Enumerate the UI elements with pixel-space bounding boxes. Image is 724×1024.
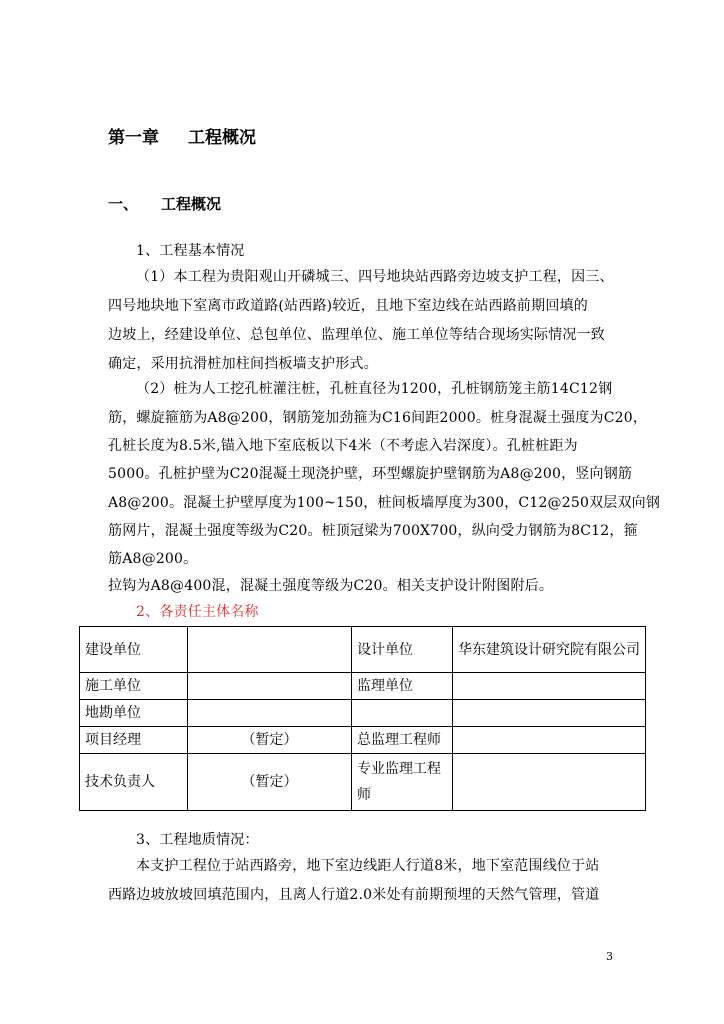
table-row	[80, 700, 646, 727]
table-cell: （暂定）	[188, 754, 352, 811]
table-cell: 专业监理工程师	[352, 754, 453, 811]
chapter-name: 工程概况	[188, 128, 256, 148]
table-cell: （暂定）	[188, 727, 352, 754]
table-cell: 施工单位	[80, 673, 188, 700]
paragraph-line: 筋，螺旋箍筋为A8@200，钢筋笼加劲箍为C16间距2000。桩身混凝土强度为C20，	[108, 410, 648, 426]
table-cell	[453, 700, 646, 727]
table-cell	[453, 673, 646, 700]
table-cell	[188, 627, 352, 673]
table-cell	[188, 700, 352, 727]
subheading-basic-info: 1、工程基本情况	[136, 243, 245, 259]
table-cell: 华东建筑设计研究院有限公司	[453, 627, 646, 673]
paragraph-line: 边坡上，经建设单位、总包单位、监理单位、施工单位等结合现场实际情况一致	[108, 327, 605, 343]
table-cell: 监理单位	[352, 673, 453, 700]
table-cell	[453, 754, 646, 811]
section-name: 工程概况	[161, 195, 222, 213]
chapter-number: 第一章	[108, 128, 159, 148]
paragraph-line: 拉钩为A8@400混，混凝土强度等级为C20。相关支护设计附图附后。	[108, 578, 554, 594]
table-cell: 总监理工程师	[352, 727, 453, 754]
paragraph-line: A8@200。混凝土护壁厚度为100~150，桩间板墙厚度为300，C12@250双层双向钢	[108, 495, 661, 511]
paragraph-line: 本支护工程位于站西路旁，地下室边线距人行道8米，地下室范围线位于站	[136, 858, 600, 874]
table-cell	[453, 727, 646, 754]
paragraph-line: 孔桩长度为8.5米,锚入地下室底板以下4米（不考虑入岩深度）。孔桩桩距为	[108, 438, 578, 454]
table-row	[80, 673, 646, 700]
section-number: 一、	[108, 195, 139, 213]
responsible-parties-table	[79, 626, 646, 811]
paragraph-line: 筋网片，混凝土强度等级为C20。桩顶冠梁为700X700，纵向受力钢筋为8C12，箍	[108, 523, 638, 539]
table-cell: 设计单位	[352, 627, 453, 673]
table-cell: 技术负责人	[80, 754, 188, 811]
paragraph-line: 筋A8@200。	[108, 551, 198, 567]
paragraph-line: 确定，采用抗滑桩加柱间挡板墙支护形式。	[108, 356, 378, 372]
subheading-geology: 3、工程地质情况：	[136, 832, 259, 848]
paragraph-line: 西路边坡放坡回填范围内，且离人行道2.0米处有前期预埋的天然气管理，管道	[108, 887, 600, 903]
table-cell	[188, 673, 352, 700]
table-cell: 地勘单位	[80, 700, 188, 727]
table-cell: 建设单位	[80, 627, 188, 673]
table-cell	[352, 700, 453, 727]
paragraph-line: 5000。孔桩护壁为C20混凝土现浇护壁，环型螺旋护壁钢筋为A8@200，竖向钢筋	[108, 466, 633, 482]
paragraph-line: 四号地块地下室离市政道路(站西路)较近，且地下室边线在站西路前期回填的	[108, 298, 588, 314]
page-number: 3	[606, 950, 613, 963]
table-cell: 项目经理	[80, 727, 188, 754]
table-row	[80, 627, 646, 673]
section-title	[108, 193, 221, 214]
chapter-title	[108, 123, 256, 148]
subheading-responsible-parties: 2、各责任主体名称	[136, 604, 259, 620]
paragraph-line: （2）桩为人工挖孔桩灌注桩，孔桩直径为1200，孔桩钢筋笼主筋14C12钢	[136, 381, 613, 397]
table-row	[80, 754, 646, 811]
table-row	[80, 727, 646, 754]
paragraph-line: （1）本工程为贵阳观山开磷城三、四号地块站西路旁边坡支护工程，因三、	[136, 269, 614, 285]
